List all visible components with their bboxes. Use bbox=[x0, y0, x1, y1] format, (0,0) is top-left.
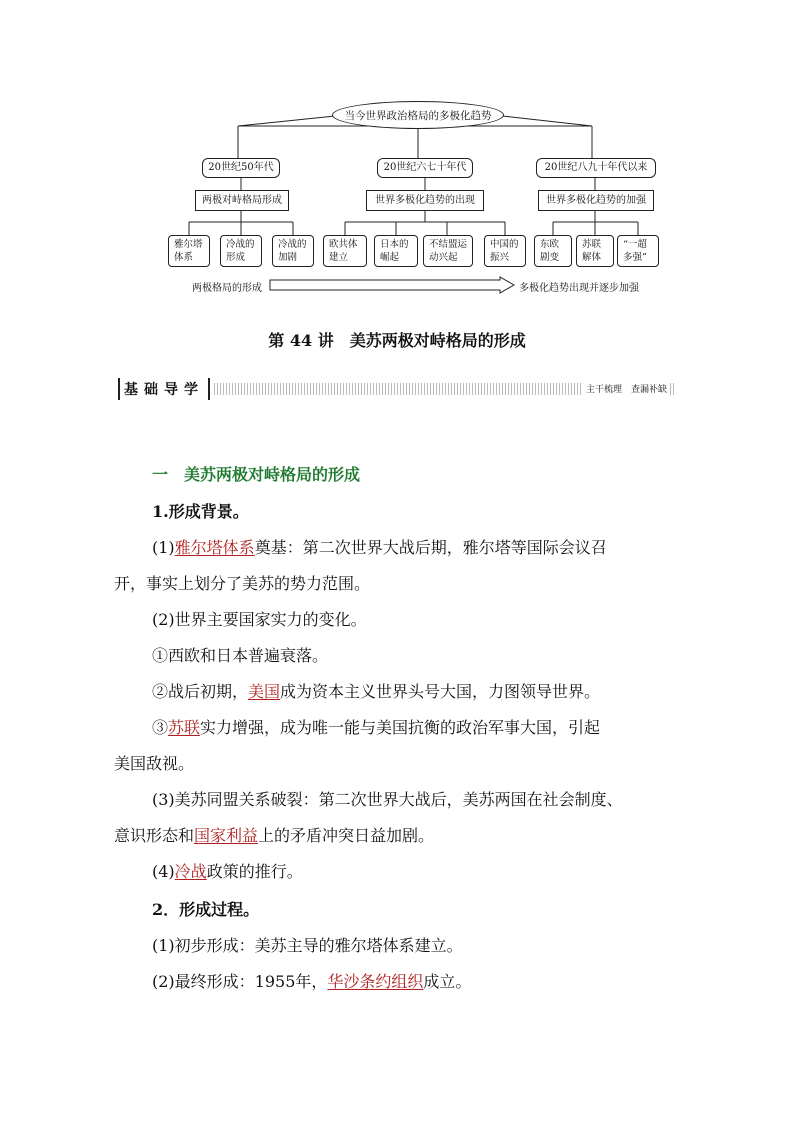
stage-multipolar-strengthens: 世界多极化趋势的加强 bbox=[538, 190, 654, 211]
section-bar-tag: 主干梳理 查漏补缺 bbox=[583, 382, 670, 395]
text: 意识形态和 bbox=[114, 826, 195, 845]
text: 政策的推行。 bbox=[206, 862, 303, 881]
text: 上的矛盾冲突日益加剧。 bbox=[258, 826, 435, 845]
text: ③ bbox=[152, 718, 169, 737]
paragraph-background: 1.形成背景。 bbox=[152, 502, 249, 521]
key-term-cold-war: 冷战 bbox=[174, 862, 207, 881]
paragraph-alliance-break: (3)美苏同盟关系破裂：第二次世界大战后，美苏两国在社会制度、 bbox=[152, 790, 623, 809]
paragraph-process: 2．形成过程。 bbox=[152, 900, 260, 919]
text: ②战后初期， bbox=[152, 682, 249, 701]
text: (1) bbox=[152, 538, 175, 557]
arrow-start-label: 两极格局的形成 bbox=[192, 283, 262, 294]
paragraph-alliance-break-cont bbox=[114, 826, 434, 846]
leaf-cold-war-intensified: 冷战的 加剧 bbox=[272, 235, 314, 267]
leaf-ussr-dissolution: 苏联 解体 bbox=[576, 235, 614, 267]
text: 实力增强，成为唯一能与美国抗衡的政治军事大国，引起 bbox=[200, 718, 601, 737]
key-term-usa: 美国 bbox=[248, 682, 281, 701]
key-term-warsaw-pact: 华沙条约组织 bbox=[327, 972, 424, 991]
text: 奠基：第二次世界大战后期，雅尔塔等国际会议召 bbox=[254, 538, 607, 557]
paragraph-ussr bbox=[152, 718, 600, 738]
paragraph-cold-war-policy bbox=[152, 862, 303, 882]
period-label-1960s-70s: 20世纪六七十年代 bbox=[377, 158, 473, 178]
leaf-cold-war-formed: 冷战的 形成 bbox=[220, 235, 262, 267]
stage-bipolar-formed: 两极对峙格局形成 bbox=[195, 190, 289, 211]
text: 成为资本主义世界头号大国，力图领导世界。 bbox=[280, 682, 601, 701]
text: (2)最终形成：1955年， bbox=[152, 972, 328, 991]
paragraph-power-change: (2)世界主要国家实力的变化。 bbox=[152, 610, 367, 629]
diagram-root: 当今世界政治格局的多极化趋势 bbox=[332, 101, 504, 129]
section-heading: 一 美苏两极对峙格局的形成 bbox=[152, 465, 361, 484]
leaf-china-revival: 中国的 振兴 bbox=[484, 235, 526, 267]
knowledge-diagram bbox=[0, 0, 794, 310]
section-bar bbox=[118, 378, 674, 400]
paragraph-usa bbox=[152, 682, 600, 702]
paragraph-yalta-cont: 开，事实上划分了美苏的势力范围。 bbox=[114, 574, 371, 593]
paragraph-yalta bbox=[152, 538, 607, 558]
key-term-ussr: 苏联 bbox=[168, 718, 201, 737]
section-bar-label: 基础导学 bbox=[118, 378, 210, 400]
paragraph-western-europe: ①西欧和日本普遍衰落。 bbox=[152, 646, 329, 665]
key-term-yalta: 雅尔塔体系 bbox=[174, 538, 255, 557]
text: (4) bbox=[152, 862, 175, 881]
paragraph-ussr-cont: 美国敌视。 bbox=[114, 754, 195, 773]
lesson-title: 第 44 讲 美苏两极对峙格局的形成 bbox=[268, 331, 526, 350]
arrow-end-label: 多极化趋势出现并逐步加强 bbox=[519, 283, 639, 294]
period-label-1980s-90s: 20世纪八九十年代以来 bbox=[536, 158, 656, 178]
leaf-japan-rise: 日本的 崛起 bbox=[374, 235, 418, 267]
leaf-eastern-europe: 东欧 剧变 bbox=[534, 235, 572, 267]
leaf-non-aligned: 不结盟运 动兴起 bbox=[423, 235, 473, 267]
key-term-national-interest: 国家利益 bbox=[194, 826, 259, 845]
text: 成立。 bbox=[423, 972, 472, 991]
leaf-ec-founded: 欧共体 建立 bbox=[323, 235, 367, 267]
paragraph-final-formation bbox=[152, 972, 471, 992]
period-label-1950s: 20世纪50年代 bbox=[202, 158, 280, 178]
leaf-one-superpower: “一超 多强” bbox=[617, 235, 659, 267]
leaf-yalta-system: 雅尔塔 体系 bbox=[168, 235, 210, 267]
paragraph-initial-formation: (1)初步形成：美苏主导的雅尔塔体系建立。 bbox=[152, 936, 463, 955]
stage-multipolar-emerges: 世界多极化趋势的出现 bbox=[366, 190, 484, 211]
